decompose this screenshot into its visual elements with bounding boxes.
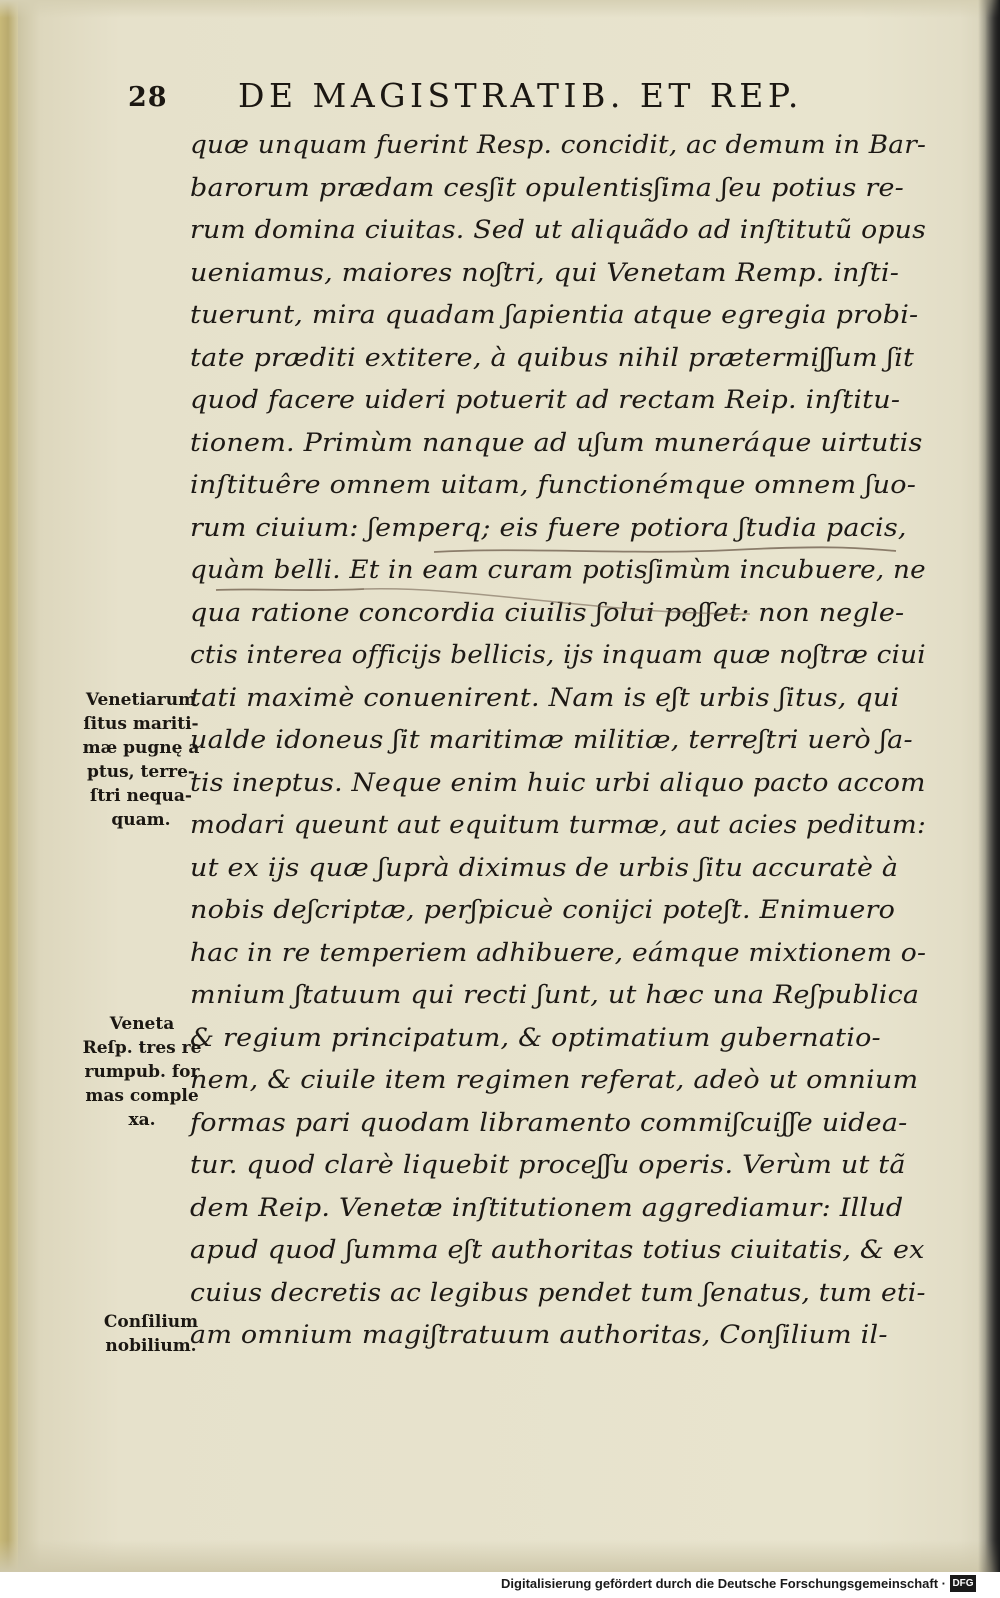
right-shadow [978, 0, 1000, 1572]
margin-note: Venetiarum ſitus mariti- mæ pugnę a ptus, terre- ſtri nequa- quam. [82, 690, 200, 830]
text-line: mnium ʃtatuum qui recti ʃunt, ut hæc una Reʃpublica [190, 980, 920, 1009]
binding-edge [0, 0, 18, 1572]
top-edge [0, 0, 1000, 18]
page-number: 28 [128, 82, 168, 113]
text-line: quod facere uideri potuerit ad rectam Reip. inſtitu- [190, 385, 901, 414]
text-line: tati maximè conuenirent. Nam is eʃt urbis ʃitus, qui [190, 682, 900, 712]
text-line: rum domina ciuitas. Sed ut aliquãdo ad inſtitutũ opus [190, 215, 927, 244]
text-line: cuius decretis ac legibus pendet tum ʃenatus, tum eti- [190, 1277, 926, 1307]
running-head: DE MAGISTRATIB. ET REP. [238, 76, 803, 115]
text-line: ctis interea officijs bellicis, ijs inquam quæ noʃtræ ciui [190, 640, 926, 669]
dfg-logo: DFG [950, 1575, 976, 1592]
text-line: tionem. Primùm nanque ad uʃum muneráque uirtutis [190, 427, 923, 457]
text-line: ut ex ijs quæ ʃuprà diximus de urbis ʃitu accuratè à [190, 852, 899, 882]
text-line: quàm belli. Et in eam curam potisʃimùm incubuere, ne [190, 555, 926, 584]
text-line: hac in re temperiem adhibuere, eámque mixtionem o- [190, 937, 927, 967]
text-line: tis ineptus. Neque enim huic urbi aliquo pacto accom [190, 767, 926, 797]
text-line: rum ciuium: ʃemperq; eis fuere potiora ʃtudia pacis, [190, 512, 907, 542]
text-line: am omnium magiʃtratuum authoritas, Conʃilium il- [190, 1320, 888, 1349]
text-line: ueniamus, maiores noʃtri, qui Venetam Remp. inſti- [190, 257, 900, 287]
text-line: tate præditi extitere, à quibus nihil prætermiʃʃum ʃit [190, 342, 915, 372]
text-line: ualde idoneus ʃit maritimæ militiæ, terreʃtri uerò ʃa- [190, 725, 913, 754]
credit-text: Digitalisierung gefördert durch die Deutsche Forschungsgemeinschaft · [501, 1576, 946, 1591]
text-line: modari queunt aut equitum turmæ, aut acies peditum: [190, 810, 927, 839]
bottom-edge [0, 1540, 1000, 1572]
text-line: nobis deʃcriptæ, perʃpicuè conijci poteʃt. Enimuero [190, 895, 896, 924]
text-line: barorum prædam cesʃit opulentisʃima ʃeu potius re- [190, 172, 904, 202]
text-line: tur. quod clarè liquebit proceʃʃu operis. Verùm ut tã [190, 1150, 906, 1179]
page-header [128, 72, 888, 122]
text-line: formas pari quodam libramento commiʃcuiʃʃe uidea- [190, 1107, 908, 1137]
margin-note: Conſilium nobilium. [103, 1312, 199, 1356]
margin-note: Veneta Reſp. tres re rumpub. for mas comple xa. [82, 1014, 202, 1130]
text-line: nem, & ciuile item regimen referat, adeò ut omnium [190, 1065, 919, 1094]
digitization-footer [0, 1572, 1000, 1598]
text-line: inſtituêre omnem uitam, functionémque omnem ʃuo- [190, 470, 917, 499]
text-line: & regium principatum, & optimatium gubernatio- [190, 1022, 881, 1052]
text-line: apud quod ʃumma eʃt authoritas totius ciuitatis, & ex [190, 1235, 925, 1264]
text-line: tuerunt, mira quadam ʃapientia atque egregia probi- [190, 300, 919, 329]
body-text [190, 130, 948, 1370]
handwritten-underline [214, 584, 754, 624]
handwritten-underline [432, 544, 898, 558]
text-line: qua ratione concordia ciuilis ʃolui poʃʃet: non negle- [190, 597, 905, 627]
text-line: quæ unquam fuerint Resp. concidit, ac demum in Bar- [190, 130, 927, 159]
text-line: dem Reip. Venetæ inſtitutionem aggrediamur: Illud [190, 1192, 904, 1222]
